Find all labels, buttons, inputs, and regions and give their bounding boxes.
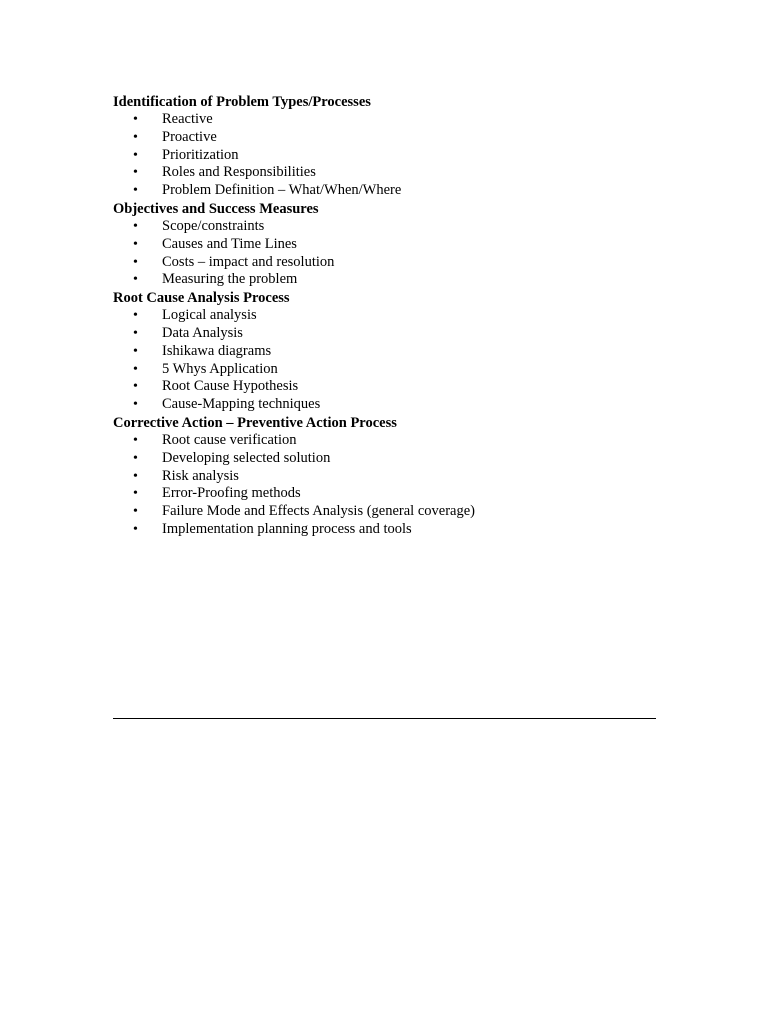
bullet-icon: • <box>133 112 138 127</box>
section-heading-problem-types: Identification of Problem Types/Processes <box>113 94 371 110</box>
horizontal-rule <box>113 718 656 719</box>
list-item: • Error-Proofing methods <box>133 485 301 502</box>
list-item: • Data Analysis <box>133 324 243 341</box>
bullet-icon: • <box>133 325 138 341</box>
list-item: • Causes and Time Lines <box>133 235 297 252</box>
bullet-icon: • <box>133 308 138 324</box>
list-item: • Costs – impact and resolution <box>133 253 335 270</box>
bullet-icon: • <box>133 486 138 502</box>
bullet-icon: • <box>133 147 138 163</box>
section-heading-objectives: Objectives and Success Measures <box>113 200 319 217</box>
document-body <box>113 93 656 539</box>
bullet-icon: • <box>133 468 138 484</box>
list-item: • Prioritization <box>133 146 239 163</box>
list-item: • Developing selected solution <box>133 449 331 466</box>
implementation-list <box>113 521 656 539</box>
root-cause-list <box>113 307 656 414</box>
bullet-icon: • <box>133 379 138 395</box>
list-item: • Root Cause Hypothesis <box>133 378 299 395</box>
list-item: • Measuring the problem <box>133 271 298 288</box>
list-item: • Proactive <box>133 128 217 145</box>
list-item: • Logical analysis <box>133 307 257 324</box>
bullet-icon: • <box>133 165 138 181</box>
bullet-icon: • <box>133 129 138 145</box>
list-item: • Root cause verification <box>133 431 297 448</box>
list-item: • Scope/constraints <box>133 217 265 234</box>
section-heading-root-cause: Root Cause Analysis Process <box>113 290 290 307</box>
bullet-icon: • <box>133 504 138 520</box>
bullet-icon: • <box>133 183 138 199</box>
list-item: • Implementation planning process and tools <box>133 520 412 537</box>
corrective-action-list <box>113 432 656 521</box>
list-item: • Cause-Mapping techniques <box>133 396 321 413</box>
problem-types-list <box>113 111 656 200</box>
list-item: • Reactive <box>133 111 213 127</box>
section-heading-corrective-action: Corrective Action – Preventive Action Process <box>113 414 397 431</box>
list-item: • 5 Whys Application <box>133 360 278 377</box>
list-item: • Roles and Responsibilities <box>133 164 316 181</box>
list-item: • Ishikawa diagrams <box>133 342 272 359</box>
bullet-icon: • <box>133 254 138 270</box>
bullet-icon: • <box>133 450 138 466</box>
bullet-icon: • <box>133 432 138 448</box>
bullet-icon: • <box>133 361 138 377</box>
bullet-icon: • <box>133 521 138 537</box>
list-item: • Failure Mode and Effects Analysis (general coverage) <box>133 503 475 520</box>
bullet-icon: • <box>133 397 138 413</box>
bullet-icon: • <box>133 343 138 359</box>
bullet-icon: • <box>133 236 138 252</box>
bullet-icon: • <box>133 272 138 288</box>
list-item: • Problem Definition – What/When/Where <box>133 182 402 199</box>
objectives-list <box>113 218 656 289</box>
list-item: • Risk analysis <box>133 467 239 484</box>
bullet-icon: • <box>133 218 138 234</box>
